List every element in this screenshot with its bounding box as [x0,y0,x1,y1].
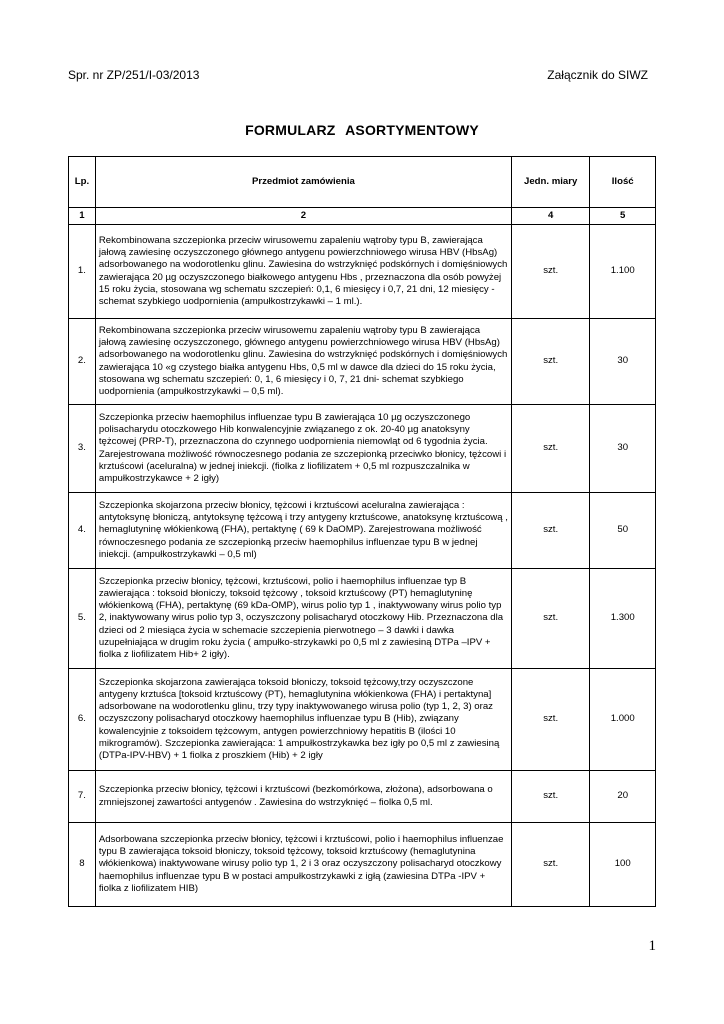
row-description: Rekombinowana szczepionka przeciw wirusowemu zapaleniu wątroby typu B, zawierająca jałową zawiesinę oczyszczonego głównego antygenu powierzchniowego wirusa HBV (HbsAg) adsorbowanego na wodorotlenku glinu. Zawiesina do wstrzyknięć podskórnych i domięśniowych zawierająca 20 µg oczyszczonego białkowego antygenu Hbs , przeznaczona dla osób powyżej 15 roku życia, stosowana wg schematu szczepień: 0,1, 6 miesięcy i 0,7, 21 dni, 12 miesięcy - schemat szybkiego uodpornienia (ampułkostrzykawki – 1 ml.). [95,225,511,319]
table-row [69,493,656,569]
column-number: 1 [69,208,96,225]
row-quantity: 30 [590,319,656,405]
row-number: 6. [69,669,96,771]
row-quantity: 30 [590,405,656,493]
table-row [69,669,656,771]
table-header-row [69,157,656,208]
column-number-row [69,208,656,225]
table-row [69,225,656,319]
row-description: Szczepionka przeciw haemophilus influenzae typu B zawierająca 10 µg oczyszczonego polisacharydu otoczkowego Hib konwalencyjnie związanego z ok. 20-40 µg anatoksyny tężcowej (PRP-T), przeznaczona do czynnego uodpornienia niemowląt od 6 tygodnia życia. Zarejestrowana możliwość równoczesnego podania ze szczepionką przeciwko błonicy, tężcowi i krztuścowi (aceluralna) w jednej iniekcji. (fiolka z liofilizatem + 0,5 ml rozpuszczalnika w ampułkostrzykawce + 2 igły) [95,405,511,493]
row-description: Szczepionka skojarzona zawierająca toksoid błoniczy, toksoid tężcowy,trzy oczyszczone antygeny krztuśca [toksoid krztuścowy (PT), hemaglutynina włókienkowa (FHA) i pertaktyna] adsorbowane na wodorotlenku glinu, trzy typy inaktywowanego wirusa polio (typ 1, 2, 3) oraz oczyszczony polisacharyd otoczkowy haemophilus influenzae typu B (Hib), związany kowalencyjnie z toksoidem tężcowym, antygen powierzchniowy hepatitis B (ilości 10 mikrogramów). Szczepionka zawierająca: 1 ampułkostrzykawka bez igły po 0,5 ml z zawiesiną (DTPa-IPV-HBV) + 1 fiolka z proszkiem (Hib) + 2 igły [95,669,511,771]
row-quantity: 20 [590,771,656,823]
column-number: 2 [95,208,511,225]
row-description: Adsorbowana szczepionka przeciw błonicy, tężcowi i krztuścowi, polio i haemophilus influenzae typu B zawierająca toksoid błoniczy, toksoid tężcowy, toksoid krztuścowy (hemaglutynina włókienkowa) inaktywowane wirusy polio typ 1, 2 i 3 oraz oczyszczony polisacharyd otoczkowy haemophilus influenzae typu B w postaci ampułkostrzykawki z igłą (zawiesina DTPa -IPV + fiolka z liofilizatem HIB) [95,823,511,907]
row-unit: szt. [511,569,589,669]
table-row [69,823,656,907]
assortment-table [68,156,656,907]
row-quantity: 100 [590,823,656,907]
page-title: FORMULARZ ASORTYMENTOWY [245,122,479,138]
row-quantity: 1.000 [590,669,656,771]
row-description: Szczepionka skojarzona przeciw błonicy, tężcowi i krztuścowi aceluralna zawierająca : antytoksynę błoniczą, antytoksynę tężcową i trzy antygeny krztuścowe, anatoksynę krztuścową , hemaglutyninę włókienkową (FHA), pertaktynę ( 69 k DaOMP). Zarejestrowana możliwość równoczesnego podania ze szczepionką przeciw haemophilus influenzae typu B w jednej iniekcji. (ampułkostrzykawki – 0,5 ml) [95,493,511,569]
table-row [69,405,656,493]
row-unit: szt. [511,669,589,771]
row-unit: szt. [511,493,589,569]
row-unit: szt. [511,405,589,493]
row-description: Szczepionka przeciw błonicy, tężcowi, krztuścowi, polio i haemophilus influenzae typ B zawierająca : toksoid błoniczy, toksoid tężcowy , toksoid krztuścowy (PT) hemaglutyninę włókienkową (FHA), pertaktynę (69 kDa-OMP), wirus polio typ 1 , inaktywowany wirus polio typ 2, inaktywowany wirus polio typ 3, oczyszczony polisacharyd otoczkowy Hib. Przeznaczona dla dzieci od 2 miesiąca życia w schemacie szczepienia pierwotnego – 3 dawki i dawka uzupełniająca w drugim roku życia ( ampułko-strzykawki po 0,5 ml z zawiesiną DTPa –IPV + fiolka z liofilizatem Hib+ 2 igły). [95,569,511,669]
column-number: 4 [511,208,589,225]
row-unit: szt. [511,771,589,823]
page-number: 1 [648,938,656,954]
row-unit: szt. [511,823,589,907]
table-row [69,771,656,823]
row-unit: szt. [511,319,589,405]
table-row [69,319,656,405]
row-number: 8 [69,823,96,907]
row-description: Szczepionka przeciw błonicy, tężcowi i krztuścowi (bezkomórkowa, złożona), adsorbowana o zmniejszonej zawartości antygenów . Zawiesina do wstrzyknięć – fiolka 0,5 ml. [95,771,511,823]
header-lp: Lp. [69,157,96,208]
row-number: 3. [69,405,96,493]
row-quantity: 1.300 [590,569,656,669]
header-quantity: Ilość [590,157,656,208]
column-number: 5 [590,208,656,225]
row-unit: szt. [511,225,589,319]
header-subject: Przedmiot zamówienia [95,157,511,208]
document-reference: Spr. nr ZP/251/I-03/2013 [68,68,200,82]
row-description: Rekombinowana szczepionka przeciw wirusowemu zapaleniu wątroby typu B zawierająca jałową zawiesinę oczyszczonego, głównego antygenu powierzchniowego wirusa HBV (HbsAg) adsorbowanego na wodorotlenku glinu. Zawiesina do wstrzyknięć podskórnych i domięśniowych zawierająca 10 «g czystego białka antygenu Hbs, 0,5 ml w dawce dla dzieci do 15 roku życia, stosowana wg schematu szczepień: 0, 1, 6 miesięcy i 0, 7, 21 dni- schemat szybkiego uodpornienia (ampułkostrzykawki – 0,5 ml). [95,319,511,405]
row-quantity: 50 [590,493,656,569]
row-number: 1. [69,225,96,319]
row-number: 5. [69,569,96,669]
attachment-label: Załącznik do SIWZ [547,68,648,82]
header-unit: Jedn. miary [511,157,589,208]
row-number: 2. [69,319,96,405]
row-quantity: 1.100 [590,225,656,319]
table-row [69,569,656,669]
row-number: 4. [69,493,96,569]
row-number: 7. [69,771,96,823]
